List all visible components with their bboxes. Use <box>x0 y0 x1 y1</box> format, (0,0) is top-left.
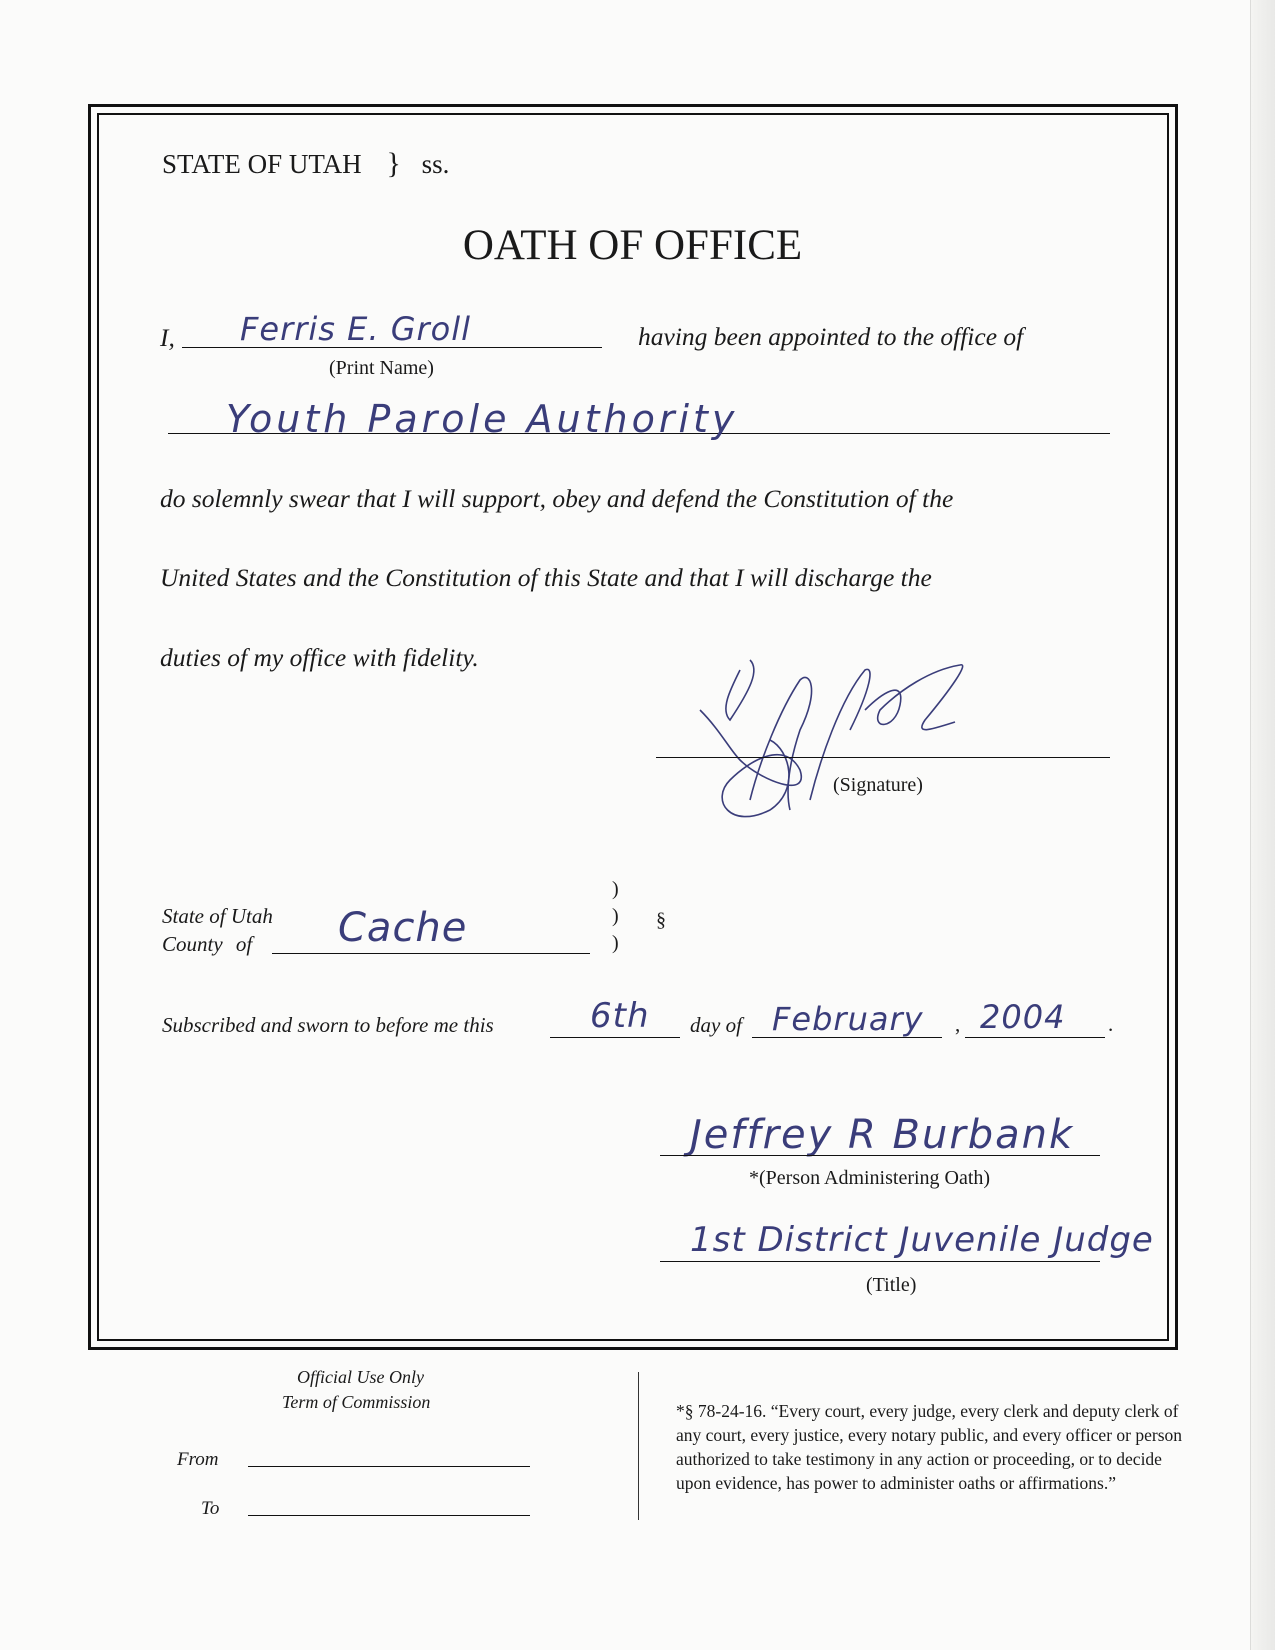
state-name: STATE OF UTAH <box>162 149 362 179</box>
signature-caption: (Signature) <box>833 774 923 796</box>
document-title: OATH OF OFFICE <box>462 222 803 269</box>
venue-paren-3: ) <box>612 932 619 954</box>
from-label: From <box>177 1449 219 1470</box>
month-handwritten: February <box>772 1000 924 1038</box>
year-line <box>965 1037 1105 1038</box>
day-line <box>550 1037 680 1038</box>
term-of-commission-heading: Term of Commission <box>282 1392 431 1412</box>
official-use-heading: Official Use Only <box>297 1367 424 1387</box>
from-line <box>248 1466 530 1467</box>
date-period: . <box>1108 1012 1114 1036</box>
section-symbol: § <box>656 909 666 931</box>
county-line <box>272 953 590 954</box>
day-of-text: day of <box>690 1013 742 1037</box>
venue-county-label: County of <box>162 932 253 956</box>
oath-text-line-3: duties of my office with fidelity. <box>160 643 479 672</box>
name-handwritten: Ferris E. Groll <box>240 310 472 348</box>
to-line <box>248 1515 530 1516</box>
bottom-divider <box>638 1372 639 1520</box>
subscribed-text: Subscribed and sworn to before me this <box>162 1013 494 1037</box>
year-handwritten: 2004 <box>980 998 1066 1036</box>
administrator-caption: *(Person Administering Oath) <box>749 1167 991 1189</box>
venue-paren-1: ) <box>612 878 619 900</box>
appointed-text: having been appointed to the office of <box>638 322 1024 351</box>
title-caption: (Title) <box>866 1274 917 1296</box>
county-handwritten: Cache <box>338 905 468 951</box>
ss-label: ss. <box>421 149 450 179</box>
signature-scrawl <box>690 650 1010 830</box>
i-label: I, <box>160 323 175 352</box>
office-handwritten: Youth Parole Authority <box>226 397 739 441</box>
signature-line <box>656 757 1110 758</box>
state-heading <box>162 147 449 181</box>
statute-footnote: *§ 78-24-16. “Every court, every judge, every clerk and deputy clerk of any court, every justice, every notary public, and every officer or person authorized to take testimony in any action or proceeding, or to decide upon evidence, has power to administer oaths or affirmations.” <box>676 1401 1183 1493</box>
title-line <box>660 1261 1100 1262</box>
date-comma: , <box>955 1012 961 1036</box>
oath-text-line-1: do solemnly swear that I will support, obey and defend the Constitution of the <box>160 484 954 513</box>
brace: } <box>386 147 401 180</box>
administrator-line <box>660 1155 1100 1156</box>
administrator-handwritten: Jeffrey R Burbank <box>690 1112 1075 1158</box>
to-label: To <box>201 1498 220 1519</box>
day-handwritten: 6th <box>590 996 650 1036</box>
name-caption: (Print Name) <box>329 357 434 379</box>
title-handwritten: 1st District Juvenile Judge <box>690 1220 1154 1260</box>
oath-text-line-2: United States and the Constitution of this State and that I will discharge the <box>160 563 932 592</box>
venue-state-label: State of Utah <box>162 904 273 928</box>
venue-paren-2: ) <box>612 905 619 927</box>
